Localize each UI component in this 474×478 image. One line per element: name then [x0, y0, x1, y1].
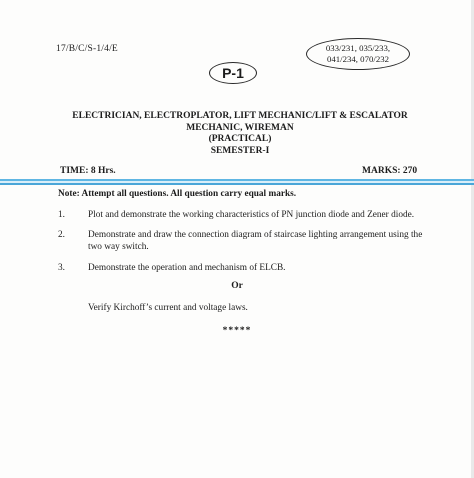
title-line-trades-cont: MECHANIC, WIREMAN	[186, 122, 294, 133]
scan-band	[0, 183, 474, 185]
exam-time: TIME: 8 Hrs.	[60, 166, 116, 176]
question-text: Plot and demonstrate the working characteristics of PN junction diode and Zener diode.	[88, 210, 415, 220]
or-separator: Or	[231, 281, 243, 291]
exam-note: Note: Attempt all questions. All question carry equal marks.	[58, 189, 297, 199]
paper-codes-line: 041/234, 070/232	[326, 54, 390, 64]
question-number: 1.	[58, 210, 65, 220]
title-line-semester: SEMESTER-I	[210, 145, 270, 156]
question-text: Demonstrate the operation and mechanism of ELCB.	[88, 263, 286, 273]
alternate-question-text: Verify Kirchoff’s current and voltage laws.	[88, 303, 248, 313]
paper-id-oval: P-1	[209, 62, 257, 84]
question-number: 2.	[58, 230, 65, 240]
end-of-paper-mark: *****	[222, 326, 252, 336]
exam-title	[40, 111, 440, 157]
paper-codes-oval	[306, 38, 410, 70]
question-text: Demonstrate and draw the connection diagram of staircase lighting arrangement using the two way switch.	[88, 230, 423, 252]
title-line-trades: ELECTRICIAN, ELECTROPLATOR, LIFT MECHANIC/LIFT & ESCALATOR	[72, 111, 408, 121]
paper-codes-line: 033/231, 035/233,	[325, 43, 391, 53]
question-number: 3.	[58, 263, 65, 273]
paper-reference-code: 17/B/C/S-1/4/E	[56, 44, 118, 54]
title-line-type: (PRACTICAL)	[208, 134, 272, 144]
exam-marks: MARKS: 270	[362, 166, 418, 176]
